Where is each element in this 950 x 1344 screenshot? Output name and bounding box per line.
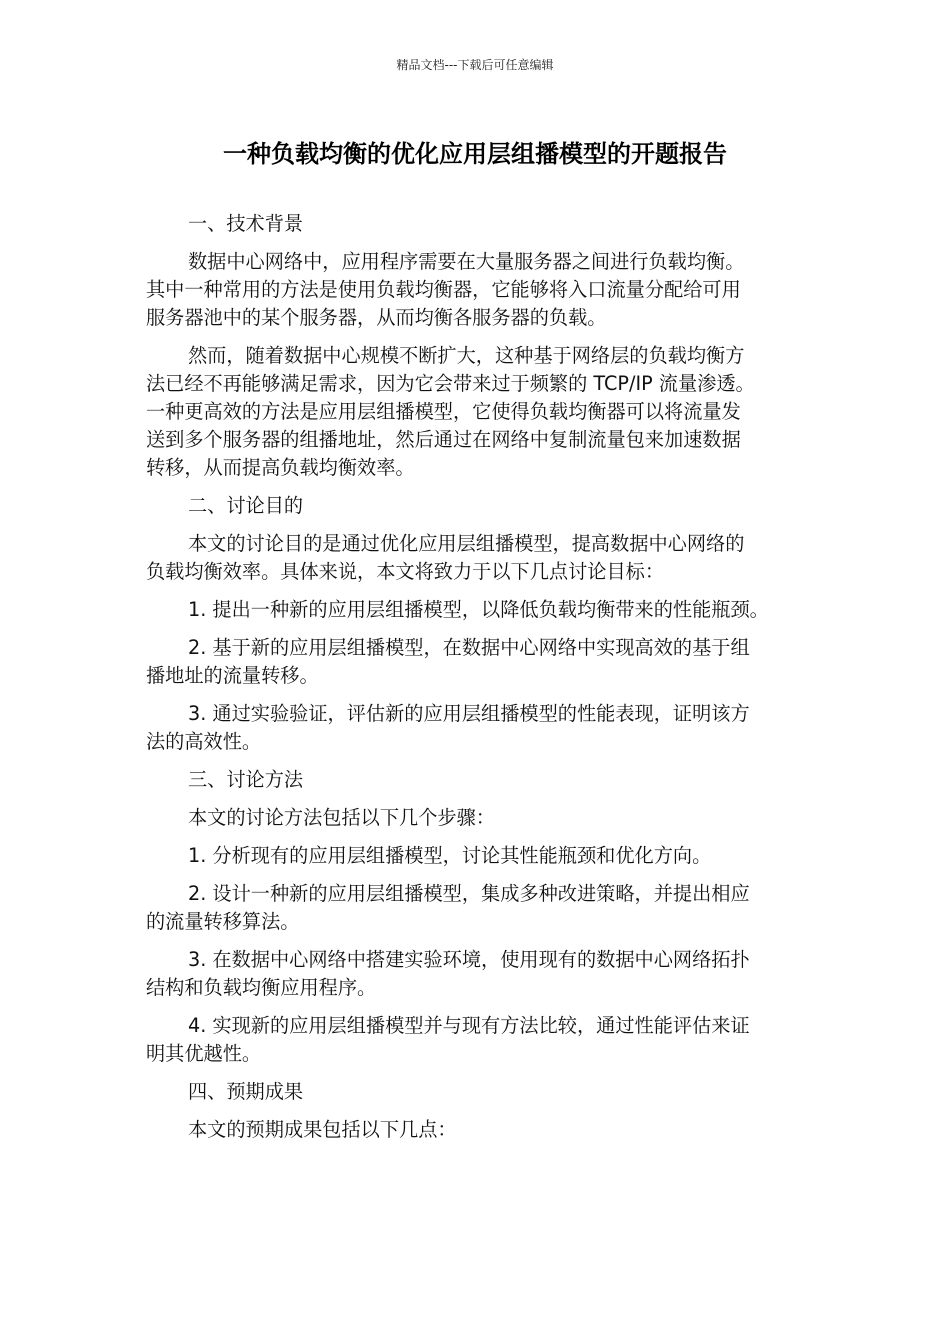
list-item: 3. 通过实验验证，评估新的应用层组播模型的性能表现，证明该方 法的高效性。: [146, 702, 750, 753]
page-header: 精品文档---下载后可任意编辑: [396, 58, 554, 72]
body-paragraph: 本文的讨论方法包括以下几个步骤：: [188, 806, 495, 829]
section-heading: 一、技术背景: [188, 212, 304, 235]
body-paragraph: 本文的讨论目的是通过优化应用层组播模型，提高数据中心网络的 负载均衡效率。具体来说，本文将致力于以下几点讨论目标：: [146, 532, 745, 583]
list-item: 2. 设计一种新的应用层组播模型，集成多种改进策略，并提出相应 的流量转移算法。: [146, 882, 750, 933]
section-methods: [146, 766, 808, 1068]
section-objectives: [146, 492, 808, 756]
list-item: 3. 在数据中心网络中搭建实验环境，使用现有的数据中心网络拓扑 结构和负载均衡应用程序。: [146, 948, 750, 999]
body-paragraph: 本文的预期成果包括以下几点：: [188, 1118, 457, 1141]
list-item: 2. 基于新的应用层组播模型，在数据中心网络中实现高效的基于组 播地址的流量转移。: [146, 636, 750, 687]
section-expected-results: [146, 1078, 808, 1144]
document-body: [146, 210, 808, 1154]
section-heading: 二、讨论目的: [188, 494, 304, 517]
section-background: [146, 210, 808, 482]
body-paragraph: 数据中心网络中，应用程序需要在大量服务器之间进行负载均衡。 其中一种常用的方法是使用负载均衡器，它能够将入口流量分配给可用 服务器池中的某个服务器，从而均衡各服务器的负载。: [146, 250, 745, 329]
list-item: 4. 实现新的应用层组播模型并与现有方法比较，通过性能评估来证 明其优越性。: [146, 1014, 750, 1065]
list-item: 1. 分析现有的应用层组播模型，讨论其性能瓶颈和优化方向。: [188, 844, 712, 867]
document-title: 一种负载均衡的优化应用层组播模型的开题报告: [223, 140, 727, 168]
section-heading: 三、讨论方法: [188, 768, 304, 791]
list-item: 1. 提出一种新的应用层组播模型，以降低负载均衡带来的性能瓶颈。: [188, 598, 769, 621]
section-heading: 四、预期成果: [188, 1080, 304, 1103]
body-paragraph: 然而，随着数据中心规模不断扩大，这种基于网络层的负载均衡方 法已经不再能够满足需求，因为它会带来过于频繁的 TCP/IP 流量渗透。 一种更高效的方法是应用层组播模型，它使得负载均衡器可以将流量发 送到多个服务器的组播地址，然后通过在网络中复制流量包来加速数据 转移，从而提高负载均衡效率。: [146, 344, 755, 479]
